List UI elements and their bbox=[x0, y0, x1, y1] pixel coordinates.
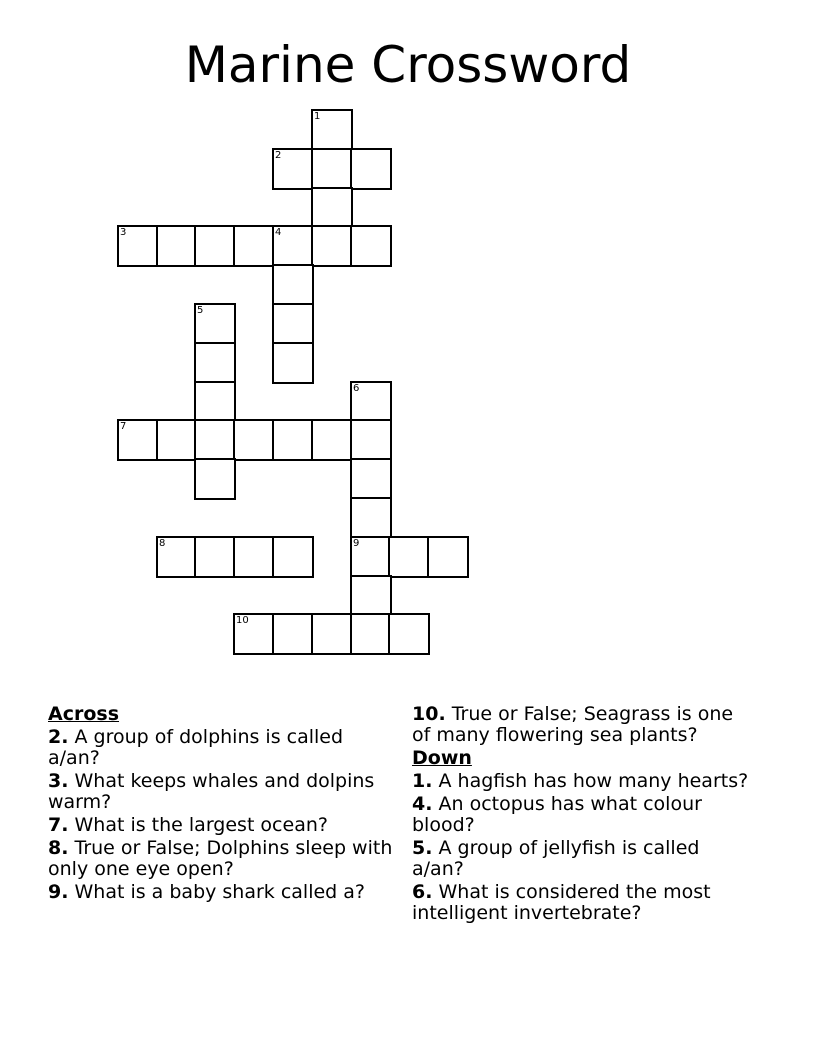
clue-text: What is considered the most intelligent invertebrate? bbox=[412, 881, 711, 924]
clue-number-label: 4 bbox=[275, 227, 282, 238]
clue-number-label: 1 bbox=[314, 111, 321, 122]
clue-number-label: 2 bbox=[275, 150, 282, 161]
clue-number: 5. bbox=[412, 837, 433, 859]
grid-cell[interactable] bbox=[117, 225, 159, 267]
grid-cell[interactable] bbox=[427, 536, 469, 578]
grid-cell[interactable] bbox=[311, 109, 353, 151]
grid-cell[interactable] bbox=[233, 225, 275, 267]
clues-left-column bbox=[48, 704, 393, 905]
grid-cell[interactable] bbox=[311, 187, 353, 229]
grid-cell[interactable] bbox=[311, 613, 353, 655]
grid-cell[interactable] bbox=[194, 381, 236, 423]
grid-cell[interactable] bbox=[350, 458, 392, 500]
grid-cell[interactable] bbox=[388, 536, 430, 578]
grid-cell[interactable] bbox=[388, 613, 430, 655]
clue-number: 4. bbox=[412, 793, 433, 815]
clue-number: 8. bbox=[48, 837, 69, 859]
grid-cell[interactable] bbox=[272, 342, 314, 384]
clue-number-label: 7 bbox=[120, 421, 127, 432]
grid-cell[interactable] bbox=[194, 419, 236, 461]
grid-cell[interactable] bbox=[311, 148, 353, 190]
clue-across-3 bbox=[48, 771, 393, 813]
clue-text: True or False; Dolphins sleep with only one eye open? bbox=[48, 837, 393, 880]
grid-cell[interactable] bbox=[272, 536, 314, 578]
clue-text: A group of jellyfish is called a/an? bbox=[412, 837, 700, 880]
across-heading: Across bbox=[48, 703, 120, 725]
grid-cell[interactable] bbox=[194, 342, 236, 384]
clue-across-9 bbox=[48, 882, 393, 903]
clue-text: A group of dolphins is called a/an? bbox=[48, 726, 344, 769]
clue-number: 2. bbox=[48, 726, 69, 748]
clue-number-label: 3 bbox=[120, 227, 127, 238]
clue-number: 9. bbox=[48, 881, 69, 903]
grid-cell[interactable] bbox=[233, 419, 275, 461]
clue-text: An octopus has what colour blood? bbox=[412, 793, 702, 836]
clue-number: 3. bbox=[48, 770, 69, 792]
grid-cell[interactable] bbox=[194, 458, 236, 500]
clue-number-label: 8 bbox=[159, 538, 166, 549]
clue-across-10 bbox=[412, 704, 752, 746]
grid-cell[interactable] bbox=[194, 225, 236, 267]
grid-cell[interactable] bbox=[350, 419, 392, 461]
page-title: Marine Crossword bbox=[184, 36, 632, 94]
grid-cell[interactable] bbox=[156, 536, 198, 578]
grid-cell[interactable] bbox=[350, 381, 392, 423]
clue-number-label: 10 bbox=[236, 615, 249, 626]
grid-cell[interactable] bbox=[272, 419, 314, 461]
grid-cell[interactable] bbox=[272, 148, 314, 190]
grid-cell[interactable] bbox=[350, 225, 392, 267]
clue-across-8 bbox=[48, 838, 393, 880]
clue-text: What is the largest ocean? bbox=[74, 814, 328, 836]
clue-text: True or False; Seagrass is one of many flowering sea plants? bbox=[412, 703, 734, 746]
clue-number: 7. bbox=[48, 814, 69, 836]
grid-cell[interactable] bbox=[350, 575, 392, 617]
clue-number-label: 5 bbox=[197, 305, 204, 316]
grid-cell[interactable] bbox=[272, 225, 314, 267]
grid-cell[interactable] bbox=[350, 497, 392, 539]
clues-right-column bbox=[412, 704, 752, 926]
clue-number-label: 6 bbox=[353, 383, 360, 394]
grid-cell[interactable] bbox=[350, 613, 392, 655]
clue-text: What keeps whales and dolpins warm? bbox=[48, 770, 375, 813]
grid-cell[interactable] bbox=[117, 419, 159, 461]
grid-cell[interactable] bbox=[194, 536, 236, 578]
grid-cell[interactable] bbox=[156, 225, 198, 267]
grid-cell[interactable] bbox=[194, 303, 236, 345]
grid-cell[interactable] bbox=[272, 264, 314, 306]
grid-cell[interactable] bbox=[233, 613, 275, 655]
clue-number: 1. bbox=[412, 770, 433, 792]
clue-number-label: 9 bbox=[353, 538, 360, 549]
clue-across-2 bbox=[48, 727, 393, 769]
grid-cell[interactable] bbox=[156, 419, 198, 461]
grid-cell[interactable] bbox=[272, 303, 314, 345]
grid-cell[interactable] bbox=[350, 148, 392, 190]
down-heading: Down bbox=[412, 747, 472, 769]
clue-text: What is a baby shark called a? bbox=[74, 881, 366, 903]
grid-cell[interactable] bbox=[233, 536, 275, 578]
clue-number: 10. bbox=[412, 703, 446, 725]
clue-down-6 bbox=[412, 882, 752, 924]
clue-across-7 bbox=[48, 815, 393, 836]
clue-down-5 bbox=[412, 838, 752, 880]
grid-cell[interactable] bbox=[311, 225, 353, 267]
clue-down-4 bbox=[412, 794, 752, 836]
clue-text: A hagfish has how many hearts? bbox=[438, 770, 749, 792]
grid-cell[interactable] bbox=[350, 536, 392, 578]
clue-number: 6. bbox=[412, 881, 433, 903]
grid-cell[interactable] bbox=[272, 613, 314, 655]
clue-down-1 bbox=[412, 771, 752, 792]
grid-cell[interactable] bbox=[311, 419, 353, 461]
